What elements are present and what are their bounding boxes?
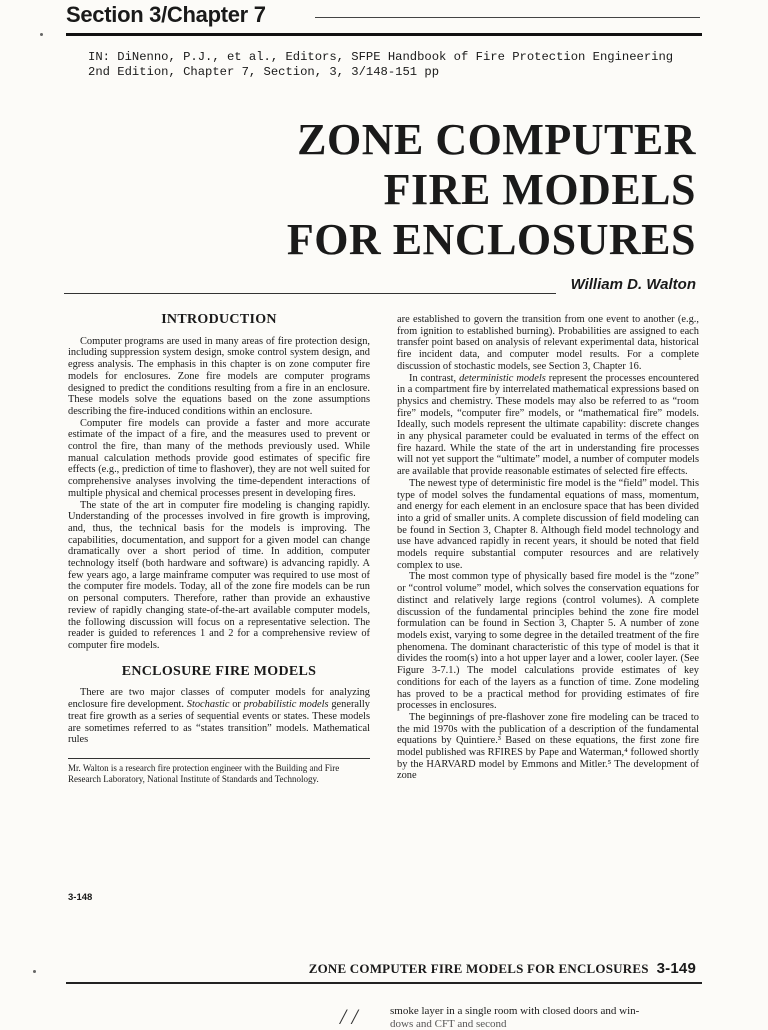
author-rule	[64, 293, 556, 294]
enclosure-text-or: or	[229, 699, 244, 711]
intro-paragraph-3: The state of the art in computer fire modeling is changing rapidly. Understanding of the processes involved in fire growth is improving, and, thus, the technical basis for the models is improving. The capabilities, documentation, and support for a given model can change dramatically over a short period of time. In addition, computer technology itself (both hardware and software) is advancing rapidly. A few years ago, a large mainframe computer was required to use most of the computer fire models. Today, all of the zone fire models can be run on personal computers. Therefore, rather than provide an exhaustive review of rapidly changing state-of-the-art available computer models, the following discussion will focus on a representative selection. The reader is guided to references 1 and 2 for a comprehensive review of computer fire models.	[68, 499, 370, 651]
section-header: Section 3/Chapter 7	[66, 2, 266, 27]
enclosure-text-start: There are two major classes of computer models for analyzing enclosure fire development.	[68, 687, 370, 711]
chapter-title	[287, 115, 696, 265]
header-rule-thick	[66, 33, 702, 36]
scan-speck	[40, 33, 43, 36]
citation-line-2: 2nd Edition, Chapter 7, Section, 3, 3/148-151 pp	[88, 65, 440, 79]
footnote-rule	[68, 758, 370, 759]
term-deterministic: deterministic models	[459, 372, 546, 384]
left-column	[68, 314, 370, 785]
scan-speck	[33, 970, 36, 973]
footer-rule	[66, 982, 702, 984]
right-p2-start: In contrast,	[409, 372, 460, 384]
footer-title: ZONE COMPUTER FIRE MODELS FOR ENCLOSURES	[308, 961, 649, 976]
citation	[88, 50, 673, 80]
right-p2-end: represent the processes encountered in a compartment fire by interrelated mathematical expressions based on physics and chemistry. These models may also be referred to as “room fire” models, “computer fire” models, or “mathematical fire” models. Ideally, such models represent the ultimate capability: discrete changes in any physical parameter could be evaluated in terms of the effect on fire hazard. While the state of the art in understanding fire processes will not yet support the “ultimate” model, a number of computer models are available that provide reasonable estimates of selected fire effects.	[397, 372, 700, 478]
right-paragraph-3: The newest type of deterministic fire model is the “field” model. This type of model solves the fundamental equations of mass, momentum, and energy for each element in an enclosure space that has been divided into a grid of smaller units. A complete discussion of field modeling can be found in Section 3, Chapter 8. Although field model technology and use have advanced rapidly in recent years, it should be noted that field models require substantial computer resources and are relatively complex to use.	[397, 477, 699, 571]
right-paragraph-5: The beginnings of pre-flashover zone fire modeling can be traced to the mid 1970s with the publication of a description of the fundamental equations by Quintiere.³ Based on these equations, the first zone fire model published was RFIRES by Pape and Waterman,⁴ followed shortly by the HARVARD model by Emmons and Mitler.⁵ The development of zone	[397, 711, 699, 782]
author-footnote: Mr. Walton is a research fire protection engineer with the Building and Fire Research Laboratory, National Institute of Standards and Technology.	[68, 762, 340, 784]
next-page-text-cut: dows and CFT and second	[390, 1018, 507, 1030]
title-line-2: FIRE MODELS	[383, 165, 696, 214]
enclosure-paragraph-1	[68, 687, 370, 746]
right-column	[397, 314, 699, 782]
enclosure-text-end: generally treat fire growth as a series of sequential events or states. These models are sometimes referred to as “states transition” models. Mathematical rules	[68, 699, 370, 746]
term-stochastic: Stochastic	[186, 699, 230, 711]
author: William D. Walton	[570, 276, 696, 293]
right-paragraph-2	[397, 373, 699, 478]
header-rule	[315, 17, 700, 18]
citation-line-1: IN: DiNenno, P.J., et al., Editors, SFPE Handbook of Fire Protection Engineering	[88, 50, 674, 64]
next-page-text: smoke layer in a single room with closed doors and win-	[390, 1005, 640, 1017]
term-probabilistic: probabilistic models	[243, 699, 329, 711]
page-number-left: 3-148	[68, 892, 93, 903]
intro-paragraph-1: Computer programs are used in many areas of fire protection design, including suppression system design, smoke control system design, and egress analysis. The emphasis in this chapter is on zone computer fire models for enclosures. Zone fire models are computer programs designed to predict the conditions resulting from a fire in an enclosure. These models solve the equations based on the zone assumptions describing the fire-induced conditions within an enclosure.	[68, 335, 370, 417]
handwritten-mark: / /	[340, 1004, 358, 1029]
intro-paragraph-2: Computer fire models can provide a faster and more accurate estimate of the impact of a fire, and the measures used to prevent or control the fire, than many of the methods previously used. While manual calculation methods provide good estimates of specific fire effects (e.g., prediction of time to flashover), they are not well suited for comprehensive analyses involving the time-dependent interactions of multiple physical and chemical processes present in developing fires.	[68, 417, 370, 499]
right-paragraph-4: The most common type of physically based fire model is the “zone” or “control volume” model, which solves the conservation equations for distinct and relatively large regions (control volumes). A complete discussion of the fundamental principles behind the zone fire model formulation can be found in Section 3, Chapter 5. A number of zone models exist, varying to some degree in the detailed treatment of the fire phenomena. The dominant characteristic of this type of model is that it divides the room(s) into a hot upper layer and a lower, cooler layer. (See Figure 3-7.1.) The model calculations provide estimates of key conditions for each of the layers as a function of time. Zone modeling has proved to be a practical method for providing estimates of fire processes in enclosures.	[397, 571, 699, 712]
title-line-1: ZONE COMPUTER	[297, 115, 696, 164]
page-number-right: 3-149	[656, 960, 696, 977]
title-line-3: FOR ENCLOSURES	[286, 215, 696, 264]
running-footer	[309, 960, 696, 977]
heading-introduction: INTRODUCTION	[161, 312, 277, 327]
right-paragraph-1: are established to govern the transition from one event to another (e.g., from ignition to established burning). Probabilities are assigned to each transfer point based on analysis of relevant experimental data, historical fire incident data, and computer model results. For a complete discussion of stochastic models, see Section 3, Chapter 16.	[397, 314, 699, 372]
heading-enclosure-fire-models: ENCLOSURE FIRE MODELS	[121, 663, 317, 679]
